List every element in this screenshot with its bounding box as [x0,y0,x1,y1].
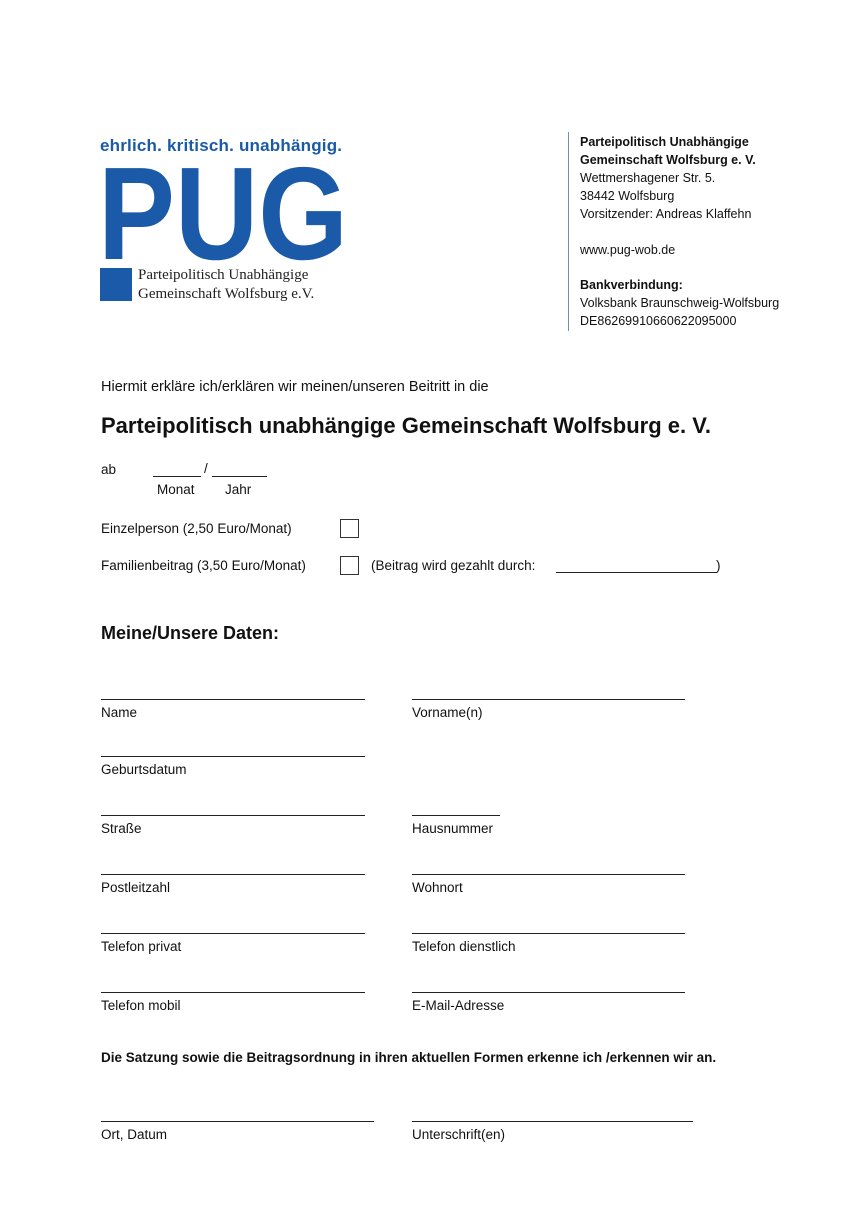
year-input-line[interactable] [212,476,267,477]
tel-mobil-input-line[interactable] [101,992,365,993]
single-option-label: Einzelperson (2,50 Euro/Monat) [101,521,292,536]
vorname-input-line[interactable] [412,699,685,700]
address-org-line1: Parteipolitisch Unabhängige [580,135,749,149]
month-input-line[interactable] [153,476,201,477]
address-iban: DE86269910660622095000 [580,314,737,328]
tel-dienst-label: Telefon dienstlich [412,939,516,954]
logo-subtitle-line1: Parteipolitisch Unabhängige [138,267,309,283]
plz-label: Postleitzahl [101,880,171,895]
tagline-word-1: ehrlich [100,136,158,155]
year-label: Jahr [225,482,252,497]
tel-privat-input-line[interactable] [101,933,365,934]
paid-by-input-line[interactable] [556,572,717,573]
pug-logo [98,160,350,264]
hausnummer-input-line[interactable] [412,815,500,816]
paid-by-prefix: (Beitrag wird gezahlt durch: [371,558,536,573]
email-input-line[interactable] [412,992,685,993]
tagline-word-3: unabhängig [238,136,338,155]
geburtsdatum-label: Geburtsdatum [101,762,187,777]
statute-notice: Die Satzung sowie die Beitragsordnung in ihren aktuellen Formen erkenne ich /erkennen wir an. [101,1050,717,1065]
family-option-label: Familienbeitrag (3,50 Euro/Monat) [101,558,306,573]
address-street: Wettmershagener Str. 5. [580,171,716,185]
name-input-line[interactable] [101,699,365,700]
month-label: Monat [157,482,195,497]
address-city: 38442 Wolfsburg [580,189,675,203]
intro-text: Hiermit erkläre ich/erklären wir meinen/unseren Beitritt in die [101,379,489,395]
hausnummer-label: Hausnummer [412,821,494,836]
tagline-dot-2: . [229,136,235,155]
email-label: E-Mail-Adresse [412,998,505,1013]
tagline-dot-3: . [337,136,343,155]
signature-label: Unterschrift(en) [412,1127,506,1142]
address-org-line2: Gemeinschaft Wolfsburg e. V. [580,153,756,167]
section-title: Meine/Unsere Daten: [101,623,280,643]
geburtsdatum-input-line[interactable] [101,756,365,757]
logo-square [100,268,132,301]
ab-label: ab [101,462,117,477]
name-label: Name [101,705,138,720]
tel-mobil-label: Telefon mobil [101,998,181,1013]
address-bank-heading: Bankverbindung: [580,278,683,292]
logo-tagline [100,136,342,156]
tel-dienst-input-line[interactable] [412,933,685,934]
wohnort-input-line[interactable] [412,874,685,875]
address-website: www.pug-wob.de [580,243,676,257]
address-divider [568,132,569,331]
tel-privat-label: Telefon privat [101,939,182,954]
signature-input-line[interactable] [412,1121,693,1122]
family-checkbox[interactable] [340,556,359,575]
tagline-dot-1: . [157,136,163,155]
single-checkbox[interactable] [340,519,359,538]
strasse-label: Straße [101,821,142,836]
strasse-input-line[interactable] [101,815,365,816]
ort-datum-input-line[interactable] [101,1121,374,1122]
ort-datum-label: Ort, Datum [101,1127,168,1142]
pug-letters: PUG [98,160,348,264]
form-heading: Parteipolitisch unabhängige Gemeinschaft Wolfsburg e. V. [101,413,712,438]
wohnort-label: Wohnort [412,880,463,895]
paid-by-suffix: ) [716,558,721,573]
tagline-word-2: kritisch [167,136,230,155]
logo-subtitle-line2: Gemeinschaft Wolfsburg e.V. [138,286,315,302]
address-chair: Vorsitzender: Andreas Klaffehn [580,207,752,221]
plz-input-line[interactable] [101,874,365,875]
date-slash: / [204,461,208,476]
vorname-label: Vorname(n) [412,705,483,720]
address-bank-name: Volksbank Braunschweig-Wolfsburg [580,296,780,310]
